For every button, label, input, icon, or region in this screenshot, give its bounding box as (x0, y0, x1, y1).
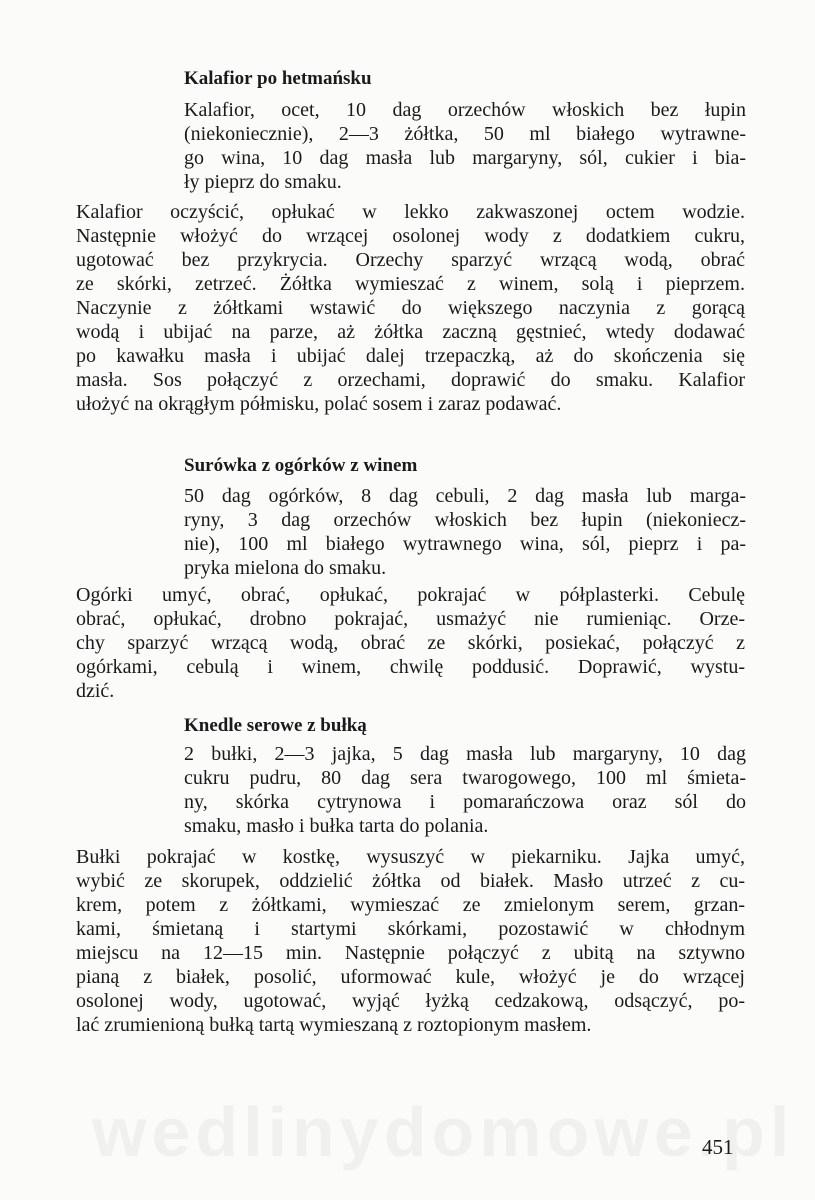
ingredients-line: pryka mielona do smaku. (184, 557, 387, 579)
method-text (76, 583, 745, 703)
method-line: lać zrumienioną bułką tartą wymieszaną z roztopionym masłem. (76, 1014, 592, 1036)
ingredients-line: (niekoniecznie), 2—3 żółtka, 50 ml białego wytrawne- (184, 123, 746, 145)
method-text (76, 200, 745, 416)
method-line: pianą z białek, posolić, uformować kule, włożyć je do wrzącej (76, 966, 745, 988)
ingredients-line: ny, skórka cytrynowa i pomarańczowa oraz sól do (184, 791, 746, 813)
recipe-title: Kalafior po hetmańsku (184, 68, 372, 89)
ingredients-list (184, 742, 746, 838)
recipe-title: Surówka z ogórków z winem (184, 455, 418, 476)
recipe-title: Knedle serowe z bułką (184, 715, 367, 736)
ingredients-list (184, 484, 746, 580)
watermark (92, 1092, 712, 1172)
method-line: kami, śmietaną i startymi skórkami, pozostawić w chłodnym (76, 918, 745, 940)
method-line: chy sparzyć wrzącą wodą, obrać ze skórki, posiekać, połączyć z (76, 632, 745, 654)
method-line: miejscu na 12—15 min. Następnie połączyć z ubitą na sztywno (76, 942, 745, 964)
ingredients-line: 2 bułki, 2—3 jajka, 5 dag masła lub margaryny, 10 dag (184, 743, 746, 765)
method-line: masła. Sos połączyć z orzechami, doprawić do smaku. Kalafior (76, 369, 745, 391)
method-line: Bułki pokrajać w kostkę, wysuszyć w piekarniku. Jajka umyć, (76, 846, 745, 868)
ingredients-line: go wina, 10 dag masła lub margaryny, sól, cukier i bia- (184, 147, 746, 169)
method-line: ułożyć na okrągłym półmisku, polać sosem i zaraz podawać. (76, 393, 562, 415)
method-line: osolonej wody, ugotować, wyjąć łyżką cedzakową, odsączyć, po- (76, 990, 745, 1012)
method-line: Naczynie z żółtkami wstawić do większego naczynia z gorącą (76, 297, 745, 319)
method-line: obrać, opłukać, drobno pokrajać, usmażyć nie rumieniąc. Orze- (76, 608, 745, 630)
page-number: 451 (702, 1135, 734, 1159)
ingredients-line: cukru pudru, 80 dag sera twarogowego, 100 ml śmieta- (184, 767, 746, 789)
method-line: Ogórki umyć, obrać, opłukać, pokrajać w półplasterki. Cebulę (76, 584, 745, 606)
method-line: krem, potem z żółtkami, wymieszać ze zmielonym serem, grzan- (76, 894, 745, 916)
method-line: wybić ze skorupek, oddzielić żółtka od białek. Masło utrzeć z cu- (76, 870, 745, 892)
method-line: ogórkami, cebulą i winem, chwilę poddusić. Doprawić, wystu- (76, 656, 745, 678)
ingredients-line: 50 dag ogórków, 8 dag cebuli, 2 dag masła lub marga- (184, 485, 746, 507)
method-text (76, 845, 745, 1037)
ingredients-list (184, 98, 746, 194)
method-line: Kalafior oczyścić, opłukać w lekko zakwaszonej octem wodzie. (76, 201, 745, 223)
ingredients-line: Kalafior, ocet, 10 dag orzechów włoskich bez łupin (184, 99, 746, 121)
method-line: po kawałku masła i ubijać dalej trzepaczką, aż do skończenia się (76, 345, 745, 367)
ingredients-line: smaku, masło i bułka tarta do polania. (184, 815, 489, 837)
ingredients-line: ły pieprz do smaku. (184, 171, 342, 193)
method-line: Następnie włożyć do wrzącej osolonej wody z dodatkiem cukru, (76, 225, 745, 247)
method-line: dzić. (76, 680, 115, 702)
ingredients-line: ryny, 3 dag orzechów włoskich bez łupin (niekoniecz- (184, 509, 746, 531)
method-line: ze skórki, zetrzeć. Żółtka wymieszać z winem, solą i pieprzem. (76, 273, 745, 295)
ingredients-line: nie), 100 ml białego wytrawnego wina, sól, pieprz i pa- (184, 533, 746, 555)
method-line: ugotować bez przykrycia. Orzechy sparzyć wrzącą wodą, obrać (76, 249, 745, 271)
method-line: wodą i ubijać na parze, aż żółtka zaczną gęstnieć, wtedy dodawać (76, 321, 745, 343)
